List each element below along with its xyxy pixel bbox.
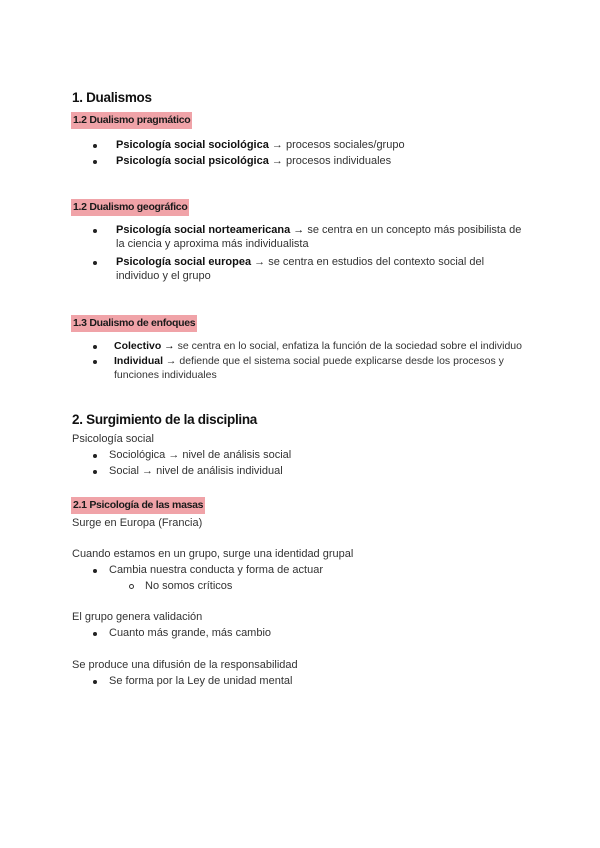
bullet-dot — [93, 345, 97, 349]
bullet-dot — [93, 360, 97, 364]
paragraph: Psicología social — [72, 433, 154, 445]
list-item: Se forma por la Ley de unidad mental — [109, 675, 293, 687]
bullet-dot — [93, 470, 97, 474]
paragraph: Surge en Europa (Francia) — [72, 517, 203, 529]
subsection-1-2-geografico: 1.2 Dualismo geográfico — [71, 199, 189, 216]
subsection-1-3-enfoques: 1.3 Dualismo de enfoques — [71, 315, 197, 332]
list-item: Individual → defiende que el sistema social puede explicarse desde los procesos y funciones individuales — [114, 355, 504, 381]
paragraph: Se produce una difusión de la responsabilidad — [72, 659, 298, 671]
list-item: Psicología social europea → se centra en estudios del contexto social del individuo y el grupo — [116, 256, 485, 282]
list-subitem: No somos críticos — [145, 580, 233, 592]
subsection-1-2-pragmatico: 1.2 Dualismo pragmático — [71, 112, 192, 129]
list-item: Psicología social sociológica → procesos sociales/grupo — [116, 139, 405, 151]
paragraph: Cuando estamos en un grupo, surge una identidad grupal — [72, 548, 354, 560]
list-item: Sociológica → nivel de análisis social — [109, 449, 292, 461]
list-item: Colectivo → se centra en lo social, enfatiza la función de la sociedad sobre el individuo — [114, 340, 522, 352]
bullet-dot — [93, 261, 97, 265]
bullet-dot — [93, 632, 97, 636]
bullet-dot — [93, 454, 97, 458]
section-2-title: 2. Surgimiento de la disciplina — [72, 412, 257, 427]
paragraph: El grupo genera validación — [72, 611, 203, 623]
list-item: Social → nivel de análisis individual — [109, 465, 283, 477]
list-item: Cuanto más grande, más cambio — [109, 627, 272, 639]
list-item: Cambia nuestra conducta y forma de actuar — [109, 564, 324, 576]
bullet-dot — [93, 229, 97, 233]
bullet-circle — [129, 584, 134, 589]
bullet-dot — [93, 144, 97, 148]
subsection-2-1-masas: 2.1 Psicología de las masas — [71, 497, 205, 514]
list-item: Psicología social psicológica → procesos individuales — [116, 155, 392, 167]
bullet-dot — [93, 569, 97, 573]
bullet-dot — [93, 680, 97, 684]
section-1-title: 1. Dualismos — [72, 90, 152, 105]
list-item: Psicología social norteamericana → se centra en un concepto más posibilista de la ciencia y aproxima más individualista — [116, 224, 522, 250]
bullet-dot — [93, 160, 97, 164]
